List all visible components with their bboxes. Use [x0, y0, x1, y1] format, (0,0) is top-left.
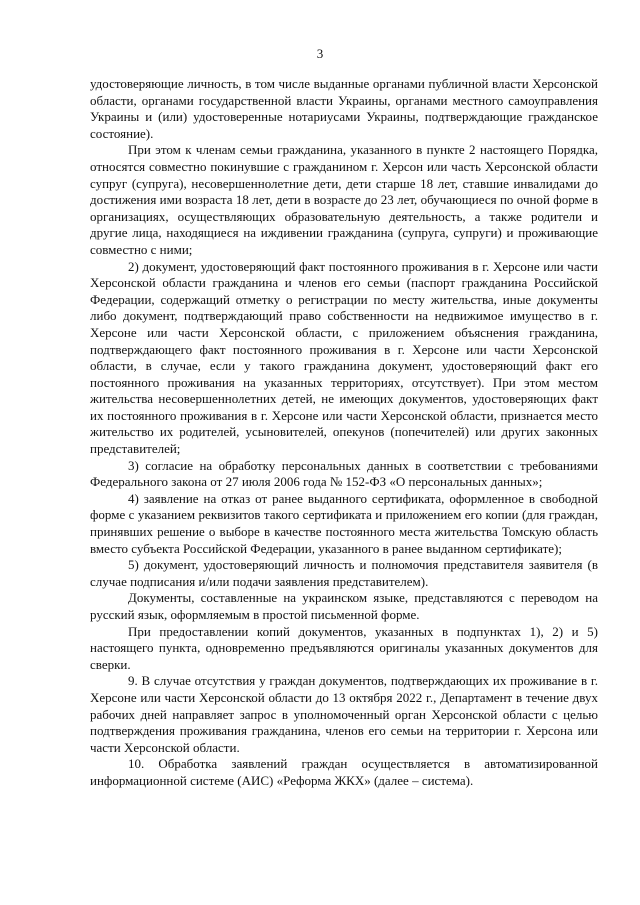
paragraph-6: 5) документ, удостоверяющий личность и полномочия представителя заявителя (в случае подписания и/или подачи заявления представителем).	[90, 557, 598, 589]
paragraph-5: 4) заявление на отказ от ранее выданного сертификата, оформленное в свободной форме с указанием реквизитов такого сертификата и приложением его копии (для граждан, принявших решение о выборе в качестве постоянного места жительства Томскую область вместо субъекта Российской Федерации, указанного в ранее выданном сертификате);	[90, 490, 598, 556]
page-number: 3	[316, 46, 324, 61]
paragraph-10: 10. Обработка заявлений граждан осуществляется в автоматизированной информационной системе (АИС) «Реформа ЖКХ» (далее – система).	[90, 756, 598, 788]
paragraph-1: удостоверяющие личность, в том числе выданные органами публичной власти Херсонской области, органами государственной власти Украины, органами местного самоуправления Украины и (или) удостоверенные нотариусами Украины, подтверждающие гражданское состояние).	[90, 76, 598, 141]
paragraph-4: 3) согласие на обработку персональных данных в соответствии с требованиями Федерального закона от 27 июля 2006 года № 152-ФЗ «О персональных данных»;	[90, 457, 598, 490]
document-body	[90, 76, 598, 790]
paragraph-7: Документы, составленные на украинском языке, представляются с переводом на русский язык, оформляемым в простой письменной форме.	[90, 590, 598, 622]
paragraph-9: 9. В случае отсутствия у граждан документов, подтверждающих их проживание в г. Херсоне или части Херсонской области до 13 октября 2022 г., Департамент в течение двух рабочих дней направляет запрос в уполномоченный орган Херсонской области с целью подтверждения проживания гражданина, членов его семьи на территории г. Херсона или части Херсонской области.	[90, 673, 598, 755]
paragraph-8: При предоставлении копий документов, указанных в подпунктах 1), 2) и 5) настоящего пункта, одновременно предъявляются оригиналы указанных документов для сверки.	[90, 623, 598, 672]
paragraph-2: При этом к членам семьи гражданина, указанного в пункте 2 настоящего Порядка, относятся совместно покинувшие с гражданином г. Херсон или часть Херсонской области супруг (супруга), несовершеннолетние дети, дети старше 18 лет, ставшие инвалидами до достижения ими возраста 18 лет, дети в возрасте до 23 лет, обучающиеся по очной форме в организациях, осуществляющих образовательную деятельность, а также родители и другие лица, находящиеся на иждивении гражданина (супруга, супруги) и проживающие совместно с ними;	[90, 142, 598, 257]
paragraph-3: 2) документ, удостоверяющий факт постоянного проживания в г. Херсоне или части Херсонской области гражданина и членов его семьи (паспорт гражданина Российской Федерации, содержащий отметку о регистрации по месту жительства, иные документы либо документ, подтверждающий право собственности на недвижимое имущество в г. Херсоне или части Херсонской области, с приложением объяснения гражданина, подтверждающего факт постоянного проживания в г. Херсоне или части Херсонской области, в случае, если у такого гражданина документ, удостоверяющий факт его постоянного проживания на указанных территориях, отсутствует). При этом местом жительства несовершеннолетних детей, не имеющих документов, удостоверяющих факт их постоянного проживания в г. Херсоне или части Херсонской области, признается место жительство их родителей, усыновителей, опекунов (попечителей) или других законных представителей;	[90, 258, 598, 457]
